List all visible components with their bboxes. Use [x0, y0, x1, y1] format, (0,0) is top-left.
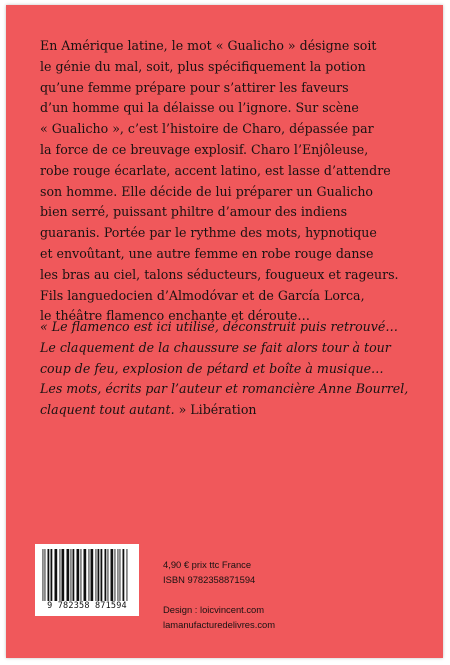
back-cover: [6, 5, 443, 658]
barcode-bar: [77, 549, 80, 601]
quote-closing-mark: »: [174, 402, 191, 418]
spacer: [163, 587, 275, 602]
synopsis-line: « Gualicho », c’est l’histoire de Charo, dépassée par: [40, 121, 374, 137]
barcode-bar: [127, 549, 128, 601]
press-quote: [40, 317, 440, 421]
synopsis-line: les bras au ciel, talons séducteurs, fougueux et rageurs.: [40, 266, 399, 282]
quote-line: claquent tout autant.: [40, 402, 175, 418]
synopsis-line: et envoûtant, une autre femme en robe rouge danse: [40, 245, 374, 261]
barcode-bar: [71, 549, 72, 601]
synopsis-line: En Amérique latine, le mot « Gualicho » désigne soit: [40, 38, 377, 53]
quote-line: Le claquement de la chaussure se fait alors tour à tour: [40, 339, 391, 355]
barcode-bar: [89, 549, 90, 601]
barcode-bar: [91, 549, 94, 601]
synopsis-line: d’un homme qui la délaisse ou l’ignore. Sur scène: [40, 100, 359, 116]
barcode-bar: [105, 549, 107, 601]
quote-line: coup de feu, explosion de pétard et boîte à musique…: [40, 360, 384, 376]
barcode-bar: [45, 549, 46, 601]
synopsis-line: le théâtre flamenco enchante et déroute…: [40, 308, 310, 324]
barcode-bar: [67, 549, 70, 601]
barcode-bar: [115, 549, 116, 601]
barcode-bar: [73, 549, 75, 601]
barcode-icon: [41, 549, 133, 601]
barcode-bar: [108, 549, 109, 601]
quote-source: Libération: [190, 402, 257, 418]
barcode-bar: [43, 549, 44, 601]
barcode-bar: [48, 549, 50, 601]
barcode-bar: [118, 549, 119, 601]
barcode-bar: [81, 549, 82, 601]
synopsis-line: le génie du mal, soit, plus spécifiquement la potion: [40, 58, 366, 74]
price-label: 4,90 € prix ttc France: [163, 559, 252, 570]
barcode-bar: [123, 549, 125, 601]
synopsis-line: la force de ce breuvage explosif. Charo l’Enjôleuse,: [40, 141, 369, 157]
quote-line: « Le flamenco est ici utilisé, déconstruit puis retrouvé…: [40, 319, 398, 334]
quote-last-line: [40, 400, 440, 421]
synopsis-line: son homme. Elle décide de lui préparer un Gualicho: [40, 183, 374, 199]
barcode-bar: [60, 549, 61, 601]
isbn-label: ISBN 9782358871594: [163, 574, 256, 585]
barcode-bar: [120, 549, 121, 601]
synopsis-line: robe rouge écarlate, accent latino, est lasse d’attendre: [40, 162, 391, 178]
barcode-digits: 9 782358 871594: [47, 601, 127, 611]
quote-line: Les mots, écrits par l’auteur et romancière Anne Bourrel,: [40, 381, 409, 397]
barcode-bar: [96, 549, 97, 601]
synopsis-line: Fils languedocien d’Almodóvar et de García Lorca,: [40, 287, 365, 303]
synopsis-paragraph: [40, 36, 440, 327]
barcode-bar: [62, 549, 65, 601]
publisher-info: [163, 557, 275, 632]
synopsis-line: guaranis. Portée par le rythme des mots, hypnotique: [40, 225, 377, 241]
barcode-bar: [101, 549, 103, 601]
design-credit: Design : loicvincent.com: [163, 604, 265, 615]
barcode-bar: [111, 549, 114, 601]
publisher-website: lamanufacturedelivres.com: [163, 619, 276, 630]
barcode-bar: [55, 549, 58, 601]
isbn-barcode: [35, 544, 139, 616]
barcode-bar: [98, 549, 100, 601]
barcode-bar: [51, 549, 53, 601]
synopsis-line: bien serré, puissant philtre d’amour des indiens: [40, 204, 348, 220]
barcode-bar: [84, 549, 87, 601]
synopsis-line: qu’une femme prépare pour s’attirer les faveurs: [40, 79, 349, 95]
